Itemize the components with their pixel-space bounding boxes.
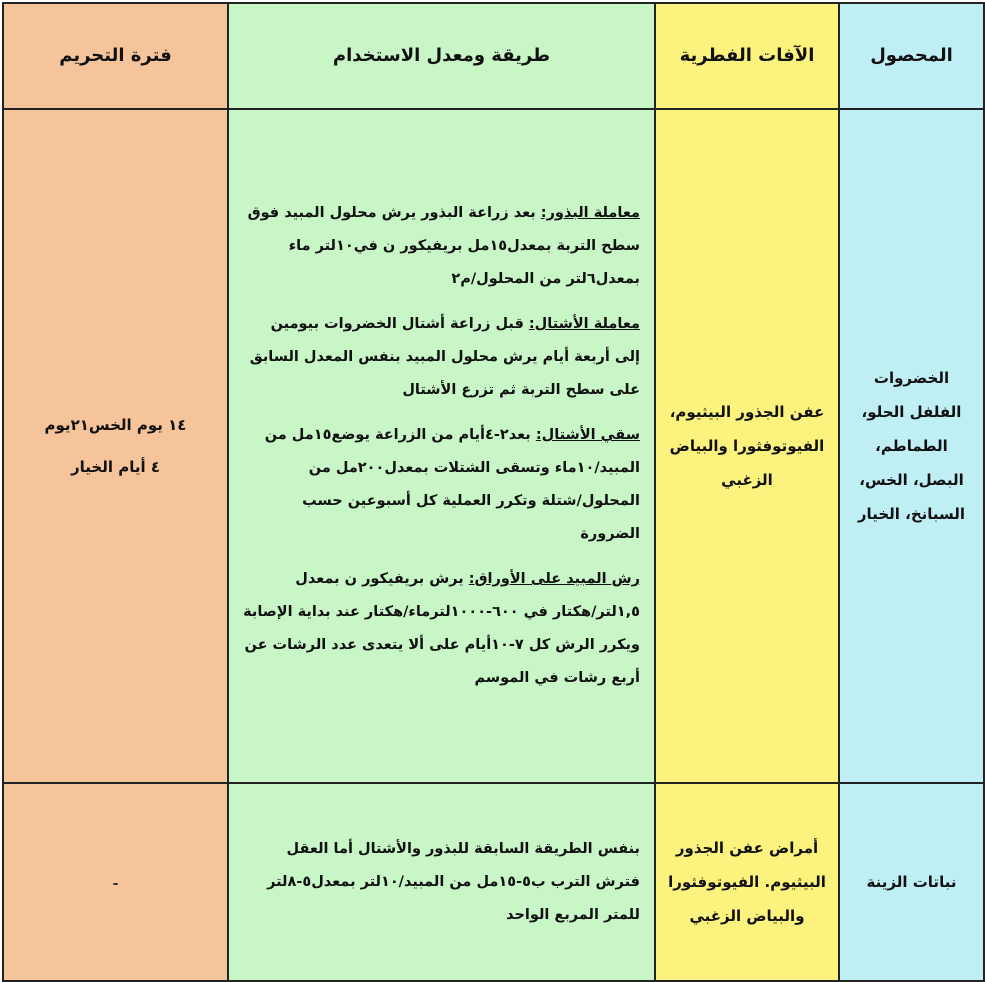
- method-title: رش المبيد على الأوراق:: [468, 571, 640, 587]
- crop-cell: [839, 783, 984, 981]
- crop-text: نباتات الزينة: [866, 873, 957, 891]
- method-text: بعد٢-٤أيام من الزراعة يوضع١٥مل من المبيد/١٠ماء وتسقى الشتلات بمعدل٢٠٠مل من المحلول/شتلة وتكرر العملية كل أسبوعين حسب الضرورة: [264, 427, 640, 542]
- method-title: معاملة البذور:: [540, 205, 640, 221]
- pests-text: أمراض عفن الجذور البيثيوم. الفيوتوفثورا والبياض الزغبي: [668, 839, 826, 925]
- method-seedling-treatment: [243, 308, 640, 407]
- header-row: [3, 3, 984, 109]
- method-text: قبل زراعة أشتال الخضروات بيومين إلى أربعة أيام يرش محلول المبيد بنفس المعدل السابق على سطح التربة ثم تزرع الأشتال: [249, 316, 640, 398]
- crop-text: الخضروات الفلفل الحلو، الطماطم، البصل، الخس، السبانخ، الخيار: [857, 369, 966, 523]
- header-crop: المحصول: [839, 3, 984, 109]
- pests-text: عفن الجذور البيثيوم، الفيوتوفثورا والبياض الزغبي: [669, 403, 825, 489]
- method-text: بنفس الطريقة السابقة للبذور والأشتال أما العقل فترش الترب ب٥-١٥مل من المبيد/١٠لتر بمعدل٥-٨لتر للمتر المربع الواحد: [267, 840, 640, 923]
- header-pests: الآفات الفطرية: [655, 3, 839, 109]
- pesticide-table: [2, 2, 985, 982]
- period-cell: [3, 783, 228, 981]
- method-title: معاملة الأشتال:: [528, 316, 640, 332]
- method-text: يرش بريفيكور ن بمعدل ١,٥لتر/هكتار في ٦٠٠-١٠٠٠لترماء/هكتار عند بداية الإصابة ويكرر الرش كل ٧-١٠أيام على ألا يتعدى عدد الرشات عن أربع رشات في الموسم: [243, 571, 640, 686]
- method-cell: [228, 783, 655, 981]
- pests-cell: [655, 109, 839, 783]
- period-line: ١٤ يوم الخس٢١يوم: [44, 416, 187, 434]
- method-title: سقي الأشتال:: [535, 427, 640, 443]
- period-line: ٤ أيام الخيار: [71, 458, 160, 476]
- table-row: [3, 783, 984, 981]
- period-dash: -: [112, 875, 119, 892]
- method-seed-treatment: [243, 197, 640, 296]
- method-seedling-irrigation: [243, 419, 640, 551]
- period-cell: [3, 109, 228, 783]
- pests-cell: [655, 783, 839, 981]
- header-period: فترة التحريم: [3, 3, 228, 109]
- crop-cell: [839, 109, 984, 783]
- method-cell: [228, 109, 655, 783]
- method-text: بعد زراعة البذور يرش محلول المبيد فوق سطح التربة بمعدل١٥مل بريفيكور ن في١٠لتر ماء بمعدل٦لتر من المحلول/م٢: [247, 205, 640, 287]
- method-foliar-spray: [243, 563, 640, 695]
- table-row: [3, 109, 984, 783]
- header-method: طريقة ومعدل الاستخدام: [228, 3, 655, 109]
